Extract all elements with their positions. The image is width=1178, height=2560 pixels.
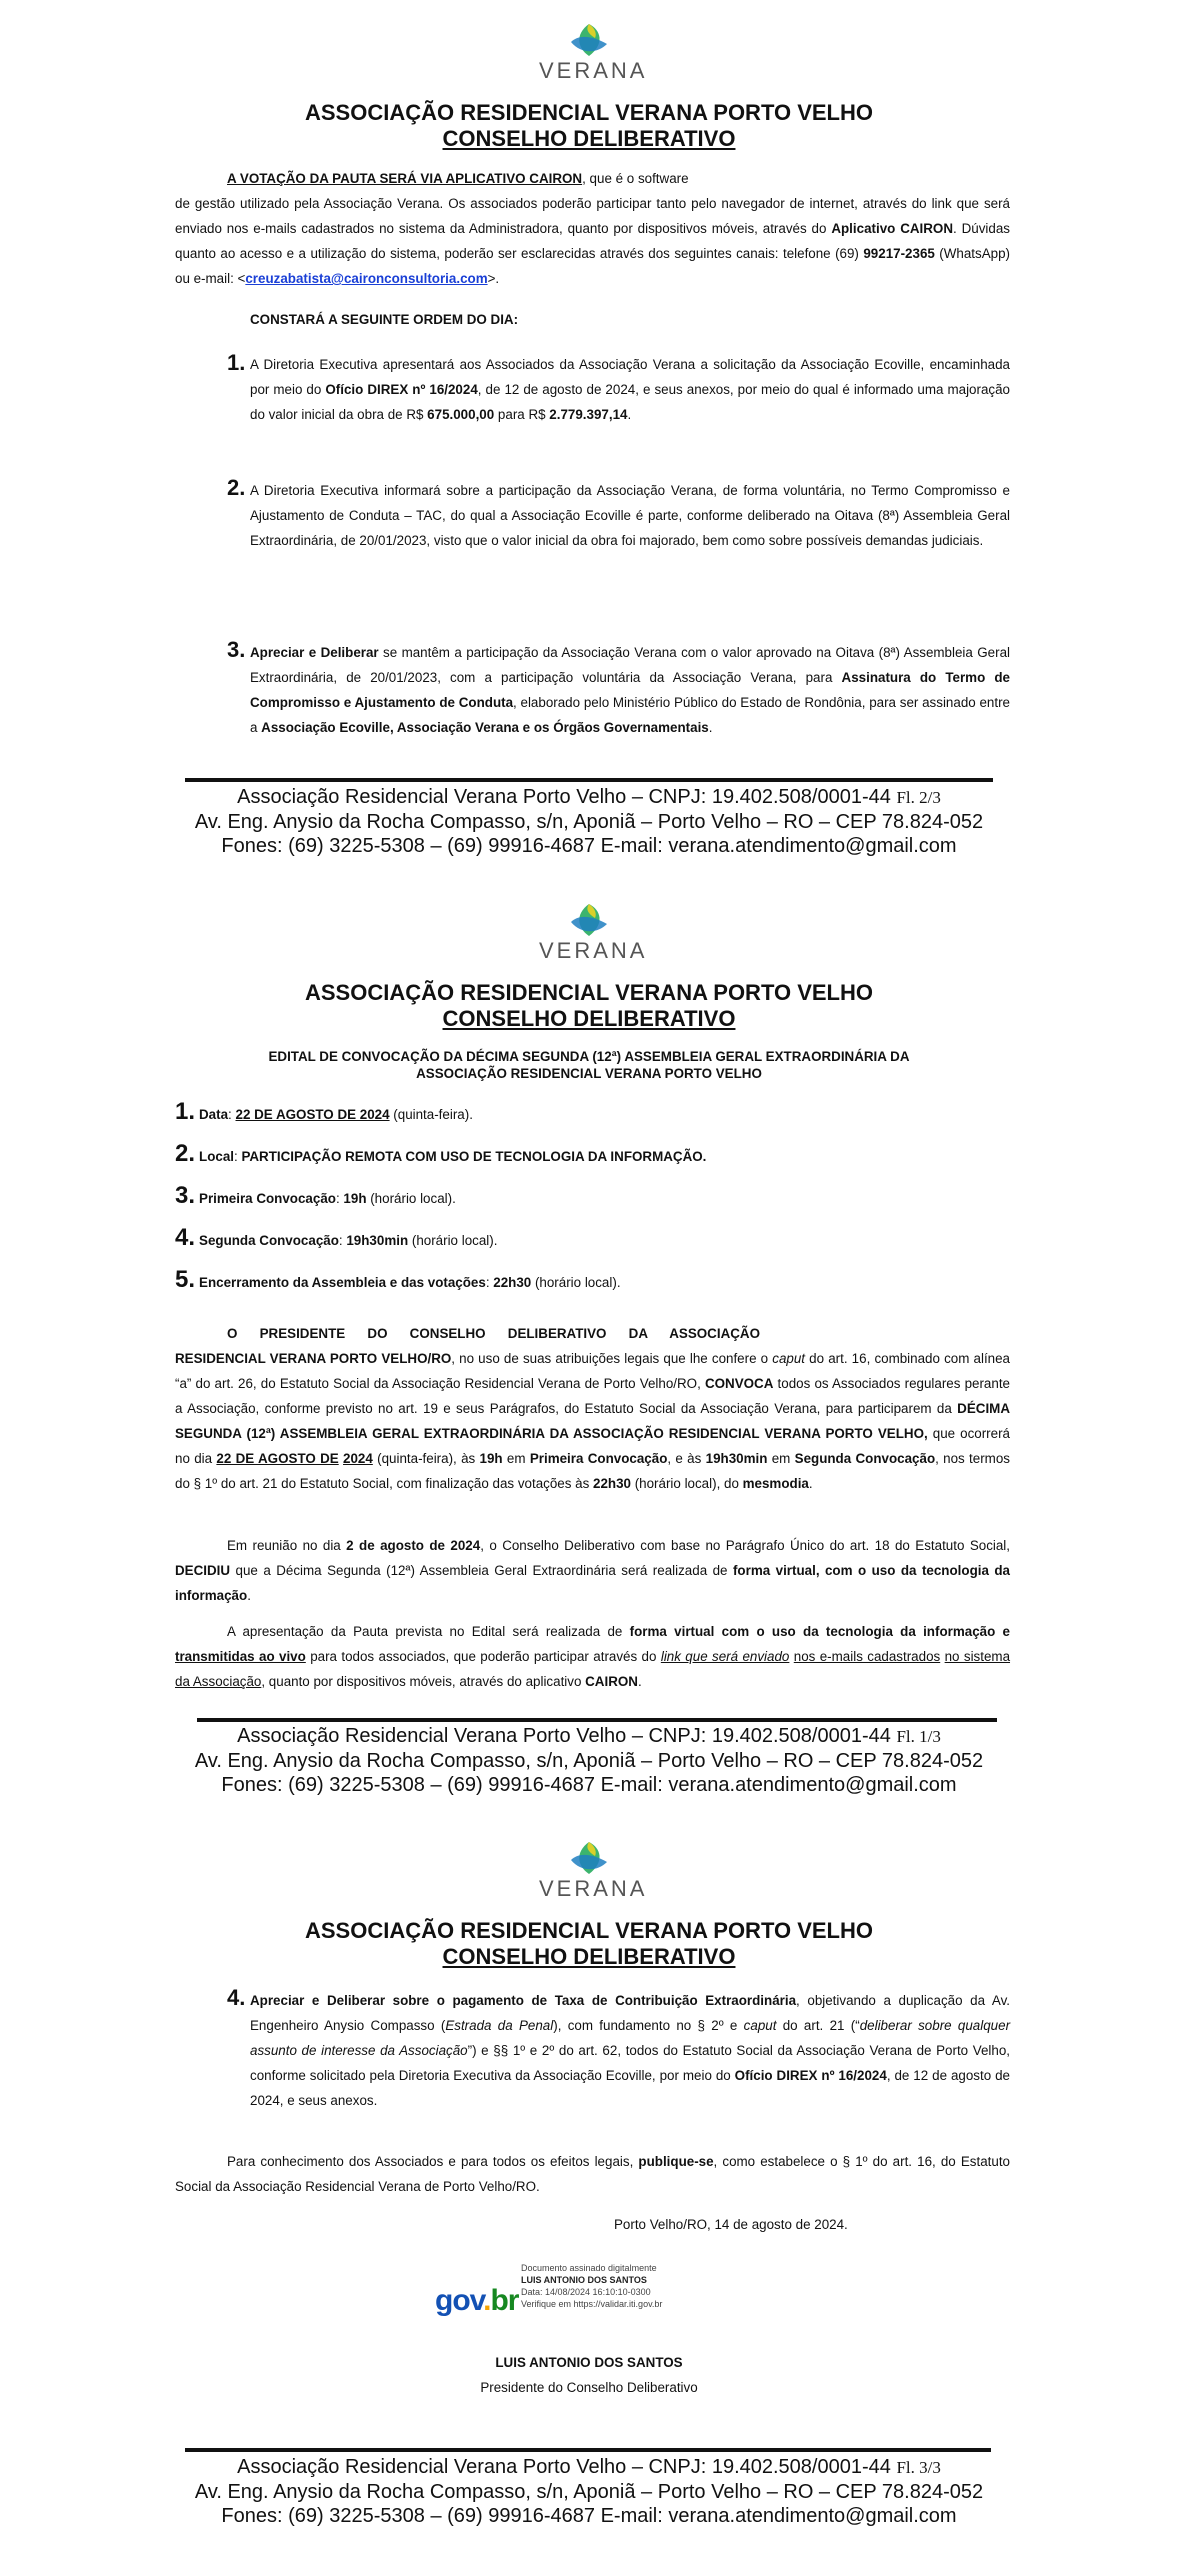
verana-leaf-icon [567, 900, 611, 940]
page-footer: Associação Residencial Verana Porto Velho – CNPJ: 19.402.508/0001-44 Fl. 3/3 Av. Eng. Anysio da Rocha Compasso, s/n, Aponiã – Porto Velho – RO – CEP 78.824-052 Fones: (69) 3225-5308 – (69) 99916-4687 E-mail: verana.atendimento@gmail.com [194, 2456, 984, 2527]
logo-text: VERANA [539, 938, 648, 963]
logo-text: VERANA [539, 1876, 648, 1901]
agenda-item-3: Apreciar e Deliberar se mantêm a participação da Associação Verana com o valor aprovado na Oitava (8ª) Assembleia Geral Extraordinária, de 20/01/2023, com a participação voluntária da Associação Verana, para Assinatura do Termo de Compromisso e Ajustamento de Conduta, elaborado pelo Ministério Público do Estado de Rondônia, para ser assinado entre a Associação Ecoville, Associação Verana e os Órgãos Governamentais. [250, 645, 1010, 735]
item-number: 1. [227, 350, 246, 375]
email-link[interactable]: creuzabatista@caironconsultoria.com [245, 271, 488, 286]
signature-details: Documento assinado digitalmente LUIS ANTONIO DOS SANTOS Data: 14/08/2024 16:10:10-0300 Verifique em https://validar.iti.gov.br [521, 2263, 663, 2309]
presentation-paragraph: A apresentação da Pauta prevista no Edital será realizada de forma virtual com o uso da tecnologia da informação e transmitidas ao vivo para todos associados, que poderão participar através do link que será enviado nos e-mails cadastrados no sistema da Associação, quanto por dispositivos móveis, através do aplicativo CAIRON. [175, 1624, 1011, 1689]
signer-role: Presidente do Conselho Deliberativo [480, 2380, 698, 2395]
govbr-logo: gov.br [435, 2284, 519, 2317]
signer-name: LUIS ANTONIO DOS SANTOS [495, 2355, 683, 2370]
convocation-item: 5. Encerramento da Assembleia e das votações: 22h30 (horário local). [175, 1266, 621, 1293]
closing-paragraph: Para conhecimento dos Associados e para todos os efeitos legais, publique-se, como estabelece o § 1º do art. 16, do Estatuto Social da Associação Residencial Verana de Porto Velho/RO. [175, 2154, 1010, 2194]
footer-divider [197, 1718, 997, 1722]
agenda-item-4: Apreciar e Deliberar sobre o pagamento de Taxa de Contribuição Extraordinária, objetivando a duplicação da Av. Engenheiro Anysio Compasso (Estrada da Penal), com fundamento no § 2º e caput do art. 21 (“deliberar sobre qualquer assunto de interesse da Associação”) e §§ 1º e 2º do art. 62, todos do Estatuto Social da Associação Verana de Porto Velho, conforme solicitado pela Diretoria Executiva da Associação Ecoville, por meio do Ofício DIREX nº 16/2024, de 12 de agosto de 2024, e seus anexos. [250, 1993, 1011, 2108]
digital-signature [435, 2262, 735, 2332]
item-number: 4. [227, 1985, 246, 2010]
verana-logo [539, 1838, 648, 1902]
agenda-item-1: A Diretoria Executiva apresentará aos Associados da Associação Verana a solicitação da Associação Ecoville, encaminhada por meio do Ofício DIREX nº 16/2024, de 12 de agosto de 2024, e seus anexos, por meio do qual é informado uma majoração do valor inicial da obra de R$ 675.000,00 para R$ 2.779.397,14. [250, 357, 1010, 422]
place-date: Porto Velho/RO, 14 de agosto de 2024. [614, 2217, 848, 2232]
item-number: 3. [227, 637, 246, 662]
edital-title: EDITAL DE CONVOCAÇÃO DA DÉCIMA SEGUNDA (12ª) ASSEMBLEIA GERAL EXTRAORDINÁRIA DA ASSOCIAÇÃO RESIDENCIAL VERANA PORTO VELHO [268, 1049, 910, 1081]
page-title: ASSOCIAÇÃO RESIDENCIAL VERANA PORTO VELHO CONSELHO DELIBERATIVO [305, 980, 873, 1031]
president-lead: O PRESIDENTE DO CONSELHO DELIBERATIVO DA ASSOCIAÇÃO [227, 1326, 760, 1341]
verana-leaf-icon [567, 20, 611, 60]
verana-leaf-icon [567, 1838, 611, 1878]
agenda-item-2: A Diretoria Executiva informará sobre a participação da Associação Verana, de forma voluntária, no Termo Compromisso e Ajustamento de Conduta – TAC, do qual a Associação Ecoville é parte, conforme deliberado na Oitava (8ª) Assembleia Geral Extraordinária, de 20/01/2023, visto que o valor inicial da obra foi majorado, bem como sobre possíveis demandas judiciais. [250, 483, 1010, 548]
page-footer: Associação Residencial Verana Porto Velho – CNPJ: 19.402.508/0001-44 Fl. 2/3 Av. Eng. Anysio da Rocha Compasso, s/n, Aponiã – Porto Velho – RO – CEP 78.824-052 Fones: (69) 3225-5308 – (69) 99916-4687 E-mail: verana.atendimento@gmail.com [194, 786, 984, 857]
convocation-item: 4. Segunda Convocação: 19h30min (horário local). [175, 1224, 498, 1251]
verana-logo [539, 20, 648, 84]
footer-divider [185, 2448, 991, 2452]
convocation-item: 2. Local: PARTICIPAÇÃO REMOTA COM USO DE TECNOLOGIA DA INFORMAÇÃO. [175, 1140, 707, 1167]
order-heading: CONSTARÁ A SEGUINTE ORDEM DO DIA: [250, 312, 519, 327]
footer-divider [185, 778, 993, 782]
convocation-item: 1. Data: 22 DE AGOSTO DE 2024 (quinta-feira). [175, 1098, 473, 1125]
verana-logo [539, 900, 648, 964]
item-number: 2. [227, 475, 246, 500]
page-title: ASSOCIAÇÃO RESIDENCIAL VERANA PORTO VELHO CONSELHO DELIBERATIVO [305, 1918, 873, 1969]
president-paragraph: RESIDENCIAL VERANA PORTO VELHO/RO, no uso de suas atribuições legais que lhe confere o caput do art. 16, combinado com alínea “a” do art. 26, do Estatuto Social da Associação Residencial Verana de Porto Velho/RO, CONVOCA todos os Associados regulares perante a Associação, conforme previsto no art. 19 e seus Parágrafos, do Estatuto Social da Associação Verana, para participarem da DÉCIMA SEGUNDA (12ª) ASSEMBLEIA GERAL EXTRAORDINÁRIA DA ASSOCIAÇÃO RESIDENCIAL VERANA PORTO VELHO, que ocorrerá no dia 22 DE AGOSTO DE 2024 (quinta-feira), às 19h em Primeira Convocação, e às 19h30min em Segunda Convocação, nos termos do § 1º do art. 21 do Estatuto Social, com finalização das votações às 22h30 (horário local), do mesmodia. [175, 1351, 1011, 1491]
meeting-paragraph: Em reunião no dia 2 de agosto de 2024, o Conselho Deliberativo com base no Parágrafo Único do art. 18 do Estatuto Social, DECIDIU que a Décima Segunda (12ª) Assembleia Geral Extraordinária será realizada de forma virtual, com o uso da tecnologia da informação. [175, 1538, 1011, 1603]
logo-text: VERANA [539, 58, 648, 83]
page-title: ASSOCIAÇÃO RESIDENCIAL VERANA PORTO VELHO CONSELHO DELIBERATIVO [305, 100, 873, 151]
page-footer: Associação Residencial Verana Porto Velho – CNPJ: 19.402.508/0001-44 Fl. 1/3 Av. Eng. Anysio da Rocha Compasso, s/n, Aponiã – Porto Velho – RO – CEP 78.824-052 Fones: (69) 3225-5308 – (69) 99916-4687 E-mail: verana.atendimento@gmail.com [194, 1725, 984, 1796]
intro-paragraph: de gestão utilizado pela Associação Verana. Os associados poderão participar tanto pelo navegador de internet, através do link que será enviado nos e-mails cadastrados no sistema da Administradora, quanto por dispositivos móveis, através do Aplicativo CAIRON. Dúvidas quanto ao acesso e a utilização do sistema, poderão ser esclarecidas através dos seguintes canais: telefone (69) 99217-2365 (WhatsApp) ou e-mail: <creuzabatista@caironconsultoria.com>. [175, 196, 1010, 286]
convocation-item: 3. Primeira Convocação: 19h (horário local). [175, 1182, 456, 1209]
intro-lead: A VOTAÇÃO DA PAUTA SERÁ VIA APLICATIVO CAIRON, que é o software [227, 171, 689, 186]
